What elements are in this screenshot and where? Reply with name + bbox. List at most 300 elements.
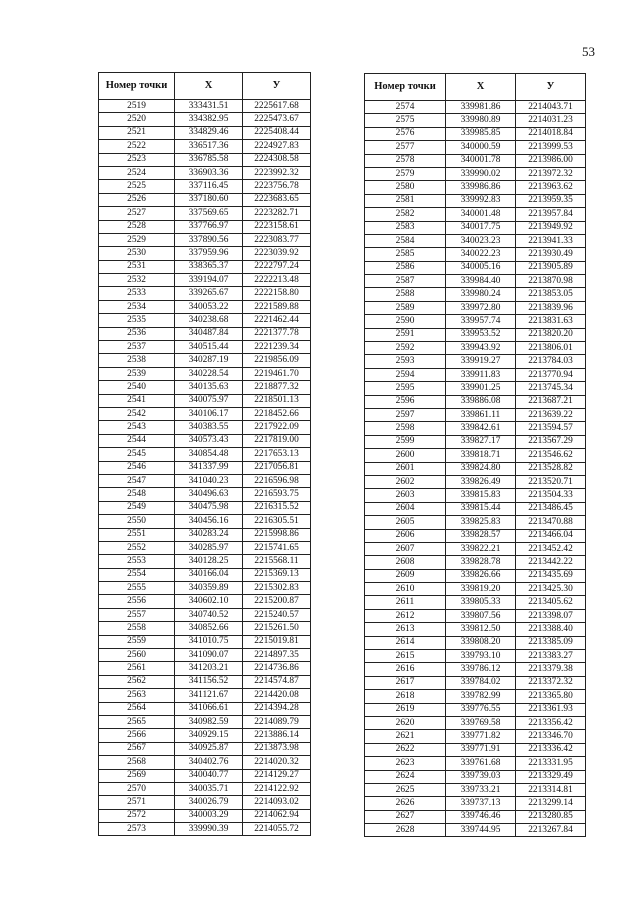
cell-y: 2214020.32	[243, 756, 311, 769]
cell-x: 340023.23	[446, 234, 516, 247]
cell-y: 2215019.81	[243, 635, 311, 648]
cell-x: 334382.95	[175, 113, 243, 126]
cell-x: 339825.83	[446, 516, 516, 529]
table-row	[99, 260, 311, 273]
cell-y: 2213853.05	[516, 288, 586, 301]
table-row	[365, 194, 586, 207]
table-row	[99, 193, 311, 206]
cell-x: 339943.92	[446, 342, 516, 355]
cell-y: 2217922.09	[243, 421, 311, 434]
table-row	[99, 729, 311, 742]
cell-x: 339901.25	[446, 382, 516, 395]
cell-y: 2214018.84	[516, 127, 586, 140]
cell-y: 2225473.67	[243, 113, 311, 126]
cell-point-number: 2612	[365, 609, 446, 622]
cell-point-number: 2619	[365, 703, 446, 716]
cell-y: 2215741.65	[243, 541, 311, 554]
cell-y: 2216315.52	[243, 501, 311, 514]
table-row	[365, 127, 586, 140]
cell-y: 2214574.87	[243, 675, 311, 688]
cell-y: 2213346.70	[516, 730, 586, 743]
cell-y: 2219856.09	[243, 354, 311, 367]
cell-y: 2221589.88	[243, 300, 311, 313]
cell-point-number: 2618	[365, 690, 446, 703]
cell-y: 2213280.85	[516, 810, 586, 823]
table-row	[365, 234, 586, 247]
cell-x: 341203.21	[175, 662, 243, 675]
cell-y: 2214897.35	[243, 649, 311, 662]
table-row	[99, 394, 311, 407]
cell-y: 2213314.81	[516, 783, 586, 796]
cell-x: 340929.15	[175, 729, 243, 742]
cell-point-number: 2549	[99, 501, 175, 514]
cell-y: 2213442.22	[516, 556, 586, 569]
table-row	[365, 770, 586, 783]
cell-x: 341156.52	[175, 675, 243, 688]
cell-y: 2213383.27	[516, 650, 586, 663]
cell-y: 2213486.45	[516, 502, 586, 515]
cell-x: 334829.46	[175, 126, 243, 139]
table-row	[99, 421, 311, 434]
cell-x: 339886.08	[446, 395, 516, 408]
cell-point-number: 2620	[365, 716, 446, 729]
cell-point-number: 2601	[365, 462, 446, 475]
cell-y: 2224308.58	[243, 153, 311, 166]
cell-x: 340135.63	[175, 381, 243, 394]
cell-x: 339812.50	[446, 623, 516, 636]
cell-y: 2213520.71	[516, 475, 586, 488]
table-row	[365, 181, 586, 194]
cell-y: 2214129.27	[243, 769, 311, 782]
header-point-number: Номер точки	[365, 74, 446, 101]
cell-x: 340001.78	[446, 154, 516, 167]
table-row	[99, 474, 311, 487]
cell-y: 2223756.78	[243, 180, 311, 193]
table-row	[99, 461, 311, 474]
cell-point-number: 2599	[365, 435, 446, 448]
cell-x: 339953.52	[446, 328, 516, 341]
cell-x: 339771.82	[446, 730, 516, 743]
cell-y: 2222213.48	[243, 274, 311, 287]
cell-x: 339782.99	[446, 690, 516, 703]
cell-y: 2225408.44	[243, 126, 311, 139]
table-row	[99, 782, 311, 795]
table-row	[365, 328, 586, 341]
table-row	[99, 595, 311, 608]
table-row	[365, 730, 586, 743]
cell-point-number: 2581	[365, 194, 446, 207]
cell-x: 339776.55	[446, 703, 516, 716]
cell-point-number: 2558	[99, 622, 175, 635]
cell-x: 340602.10	[175, 595, 243, 608]
table-row	[365, 261, 586, 274]
cell-y: 2213639.22	[516, 408, 586, 421]
table-row	[365, 516, 586, 529]
cell-y: 2213361.93	[516, 703, 586, 716]
cell-x: 339815.83	[446, 489, 516, 502]
table-row	[365, 141, 586, 154]
table-row	[365, 716, 586, 729]
cell-x: 339739.03	[446, 770, 516, 783]
table-row	[99, 541, 311, 554]
cell-point-number: 2574	[365, 101, 446, 114]
cell-x: 341010.75	[175, 635, 243, 648]
cell-y: 2219461.70	[243, 367, 311, 380]
cell-point-number: 2610	[365, 583, 446, 596]
table-row	[365, 408, 586, 421]
cell-x: 340740.52	[175, 608, 243, 621]
cell-x: 340040.77	[175, 769, 243, 782]
cell-point-number: 2576	[365, 127, 446, 140]
table-row	[365, 154, 586, 167]
cell-x: 340228.54	[175, 367, 243, 380]
cell-point-number: 2538	[99, 354, 175, 367]
table-row	[99, 582, 311, 595]
cell-point-number: 2583	[365, 221, 446, 234]
cell-x: 339761.68	[446, 757, 516, 770]
cell-point-number: 2598	[365, 422, 446, 435]
cell-point-number: 2611	[365, 596, 446, 609]
cell-point-number: 2527	[99, 207, 175, 220]
cell-point-number: 2531	[99, 260, 175, 273]
cell-y: 2215369.13	[243, 568, 311, 581]
header-point-number: Номер точки	[99, 73, 175, 100]
cell-point-number: 2567	[99, 742, 175, 755]
cell-point-number: 2568	[99, 756, 175, 769]
cell-y: 2213941.33	[516, 234, 586, 247]
cell-y: 2213831.63	[516, 315, 586, 328]
cell-point-number: 2559	[99, 635, 175, 648]
table-row	[99, 635, 311, 648]
cell-x: 341121.67	[175, 689, 243, 702]
table-header-row	[365, 74, 586, 101]
cell-x: 340166.04	[175, 568, 243, 581]
cell-y: 2213567.29	[516, 435, 586, 448]
cell-x: 339984.40	[446, 275, 516, 288]
cell-x: 340017.75	[446, 221, 516, 234]
cell-point-number: 2606	[365, 529, 446, 542]
cell-x: 340982.59	[175, 715, 243, 728]
cell-point-number: 2604	[365, 502, 446, 515]
cell-point-number: 2593	[365, 355, 446, 368]
cell-x: 340005.16	[446, 261, 516, 274]
cell-x: 339265.67	[175, 287, 243, 300]
table-row	[365, 703, 586, 716]
cell-y: 2213385.09	[516, 636, 586, 649]
table-row	[99, 381, 311, 394]
cell-point-number: 2597	[365, 408, 446, 421]
cell-point-number: 2570	[99, 782, 175, 795]
cell-point-number: 2624	[365, 770, 446, 783]
cell-y: 2222797.24	[243, 260, 311, 273]
table-row	[99, 287, 311, 300]
cell-x: 340402.76	[175, 756, 243, 769]
header-y: У	[243, 73, 311, 100]
coordinates-table-left	[98, 72, 311, 836]
cell-y: 2214093.02	[243, 796, 311, 809]
cell-x: 340383.55	[175, 421, 243, 434]
table-row	[99, 622, 311, 635]
cell-x: 339815.44	[446, 502, 516, 515]
cell-y: 2213770.94	[516, 368, 586, 381]
cell-y: 2215240.57	[243, 608, 311, 621]
cell-x: 339861.11	[446, 408, 516, 421]
cell-y: 2213957.84	[516, 208, 586, 221]
cell-point-number: 2548	[99, 488, 175, 501]
cell-x: 339911.83	[446, 368, 516, 381]
cell-y: 2218501.13	[243, 394, 311, 407]
table-row	[365, 395, 586, 408]
cell-y: 2213959.35	[516, 194, 586, 207]
table-row	[99, 434, 311, 447]
cell-point-number: 2520	[99, 113, 175, 126]
table-row	[99, 528, 311, 541]
cell-x: 339972.80	[446, 301, 516, 314]
cell-point-number: 2521	[99, 126, 175, 139]
cell-y: 2214031.23	[516, 114, 586, 127]
cell-x: 340283.24	[175, 528, 243, 541]
cell-x: 341090.07	[175, 649, 243, 662]
table-row	[99, 354, 311, 367]
cell-x: 339828.78	[446, 556, 516, 569]
cell-point-number: 2557	[99, 608, 175, 621]
cell-point-number: 2542	[99, 407, 175, 420]
cell-y: 2215998.86	[243, 528, 311, 541]
table-row	[99, 823, 311, 836]
table-row	[99, 100, 311, 113]
cell-y: 2213873.98	[243, 742, 311, 755]
cell-y: 2213999.53	[516, 141, 586, 154]
cell-x: 340053.22	[175, 300, 243, 313]
table-row	[365, 529, 586, 542]
cell-point-number: 2569	[99, 769, 175, 782]
cell-y: 2213905.89	[516, 261, 586, 274]
cell-point-number: 2553	[99, 555, 175, 568]
cell-x: 339990.39	[175, 823, 243, 836]
cell-y: 2213388.40	[516, 623, 586, 636]
table-row	[99, 769, 311, 782]
cell-x: 339771.91	[446, 743, 516, 756]
cell-point-number: 2580	[365, 181, 446, 194]
table-row	[365, 743, 586, 756]
cell-y: 2213839.96	[516, 301, 586, 314]
cell-x: 341040.23	[175, 474, 243, 487]
cell-point-number: 2565	[99, 715, 175, 728]
cell-point-number: 2603	[365, 489, 446, 502]
cell-y: 2214062.94	[243, 809, 311, 822]
cell-y: 2223992.32	[243, 166, 311, 179]
cell-x: 339842.61	[446, 422, 516, 435]
table-row	[365, 542, 586, 555]
table-row	[365, 248, 586, 261]
cell-x: 339786.12	[446, 663, 516, 676]
table-row	[365, 449, 586, 462]
cell-point-number: 2590	[365, 315, 446, 328]
table-row	[365, 556, 586, 569]
cell-point-number: 2550	[99, 515, 175, 528]
cell-y: 2214043.71	[516, 101, 586, 114]
cell-point-number: 2615	[365, 650, 446, 663]
cell-point-number: 2528	[99, 220, 175, 233]
cell-y: 2214420.08	[243, 689, 311, 702]
table-row	[99, 247, 311, 260]
cell-x: 339980.24	[446, 288, 516, 301]
cell-x: 340287.19	[175, 354, 243, 367]
table-row	[99, 515, 311, 528]
cell-y: 2213267.84	[516, 824, 586, 837]
cell-y: 2223083.77	[243, 233, 311, 246]
table-row	[365, 315, 586, 328]
cell-y: 2223158.61	[243, 220, 311, 233]
cell-y: 2221377.78	[243, 327, 311, 340]
cell-x: 337116.45	[175, 180, 243, 193]
cell-x: 337890.56	[175, 233, 243, 246]
table-row	[365, 783, 586, 796]
cell-point-number: 2587	[365, 275, 446, 288]
cell-x: 339824.80	[446, 462, 516, 475]
cell-point-number: 2625	[365, 783, 446, 796]
table-row	[99, 300, 311, 313]
table-row	[365, 623, 586, 636]
cell-x: 339737.13	[446, 797, 516, 810]
table-header-row	[99, 73, 311, 100]
cell-x: 341337.99	[175, 461, 243, 474]
table-row	[99, 702, 311, 715]
cell-x: 339827.17	[446, 435, 516, 448]
cell-point-number: 2614	[365, 636, 446, 649]
cell-point-number: 2595	[365, 382, 446, 395]
table-row	[99, 153, 311, 166]
table-row	[365, 382, 586, 395]
table-row	[99, 568, 311, 581]
table-row	[99, 207, 311, 220]
header-x: X	[446, 74, 516, 101]
cell-x: 339793.10	[446, 650, 516, 663]
table-row	[365, 569, 586, 582]
table-row	[365, 422, 586, 435]
cell-point-number: 2609	[365, 569, 446, 582]
cell-point-number: 2554	[99, 568, 175, 581]
cell-y: 2213594.57	[516, 422, 586, 435]
cell-point-number: 2571	[99, 796, 175, 809]
cell-point-number: 2526	[99, 193, 175, 206]
cell-y: 2213963.62	[516, 181, 586, 194]
cell-y: 2213372.32	[516, 676, 586, 689]
cell-y: 2222158.80	[243, 287, 311, 300]
cell-x: 340487.84	[175, 327, 243, 340]
cell-y: 2224927.83	[243, 140, 311, 153]
cell-y: 2216593.75	[243, 488, 311, 501]
cell-point-number: 2591	[365, 328, 446, 341]
cell-x: 339784.02	[446, 676, 516, 689]
cell-x: 339807.56	[446, 609, 516, 622]
table-row	[365, 757, 586, 770]
cell-x: 339818.71	[446, 449, 516, 462]
cell-x: 339957.74	[446, 315, 516, 328]
cell-point-number: 2596	[365, 395, 446, 408]
cell-x: 338365.37	[175, 260, 243, 273]
cell-y: 2213331.95	[516, 757, 586, 770]
cell-point-number: 2532	[99, 274, 175, 287]
cell-point-number: 2539	[99, 367, 175, 380]
table-row	[365, 342, 586, 355]
table-row	[99, 140, 311, 153]
cell-y: 2215200.87	[243, 595, 311, 608]
table-row	[99, 555, 311, 568]
cell-point-number: 2622	[365, 743, 446, 756]
table-row	[365, 690, 586, 703]
cell-x: 340456.16	[175, 515, 243, 528]
cell-point-number: 2627	[365, 810, 446, 823]
cell-point-number: 2552	[99, 541, 175, 554]
cell-x: 339826.66	[446, 569, 516, 582]
cell-point-number: 2592	[365, 342, 446, 355]
cell-point-number: 2589	[365, 301, 446, 314]
cell-point-number: 2564	[99, 702, 175, 715]
table-row	[99, 662, 311, 675]
cell-x: 340106.17	[175, 407, 243, 420]
table-row	[365, 301, 586, 314]
table-row	[365, 221, 586, 234]
table-row	[99, 608, 311, 621]
cell-point-number: 2529	[99, 233, 175, 246]
cell-x: 340925.87	[175, 742, 243, 755]
cell-y: 2213528.82	[516, 462, 586, 475]
table-row	[99, 742, 311, 755]
cell-y: 2213986.00	[516, 154, 586, 167]
cell-x: 339826.49	[446, 475, 516, 488]
table-row	[365, 475, 586, 488]
table-row	[99, 675, 311, 688]
cell-y: 2213504.33	[516, 489, 586, 502]
cell-point-number: 2573	[99, 823, 175, 836]
cell-x: 336517.36	[175, 140, 243, 153]
table-row	[365, 636, 586, 649]
table-row	[365, 101, 586, 114]
table-row	[365, 275, 586, 288]
cell-y: 2215302.83	[243, 582, 311, 595]
cell-y: 2218452.66	[243, 407, 311, 420]
cell-x: 339981.86	[446, 101, 516, 114]
table-row	[365, 810, 586, 823]
cell-x: 333431.51	[175, 100, 243, 113]
cell-x: 340854.48	[175, 448, 243, 461]
table-row	[99, 501, 311, 514]
cell-y: 2214736.86	[243, 662, 311, 675]
cell-y: 2213356.42	[516, 716, 586, 729]
cell-point-number: 2588	[365, 288, 446, 301]
cell-y: 2213365.80	[516, 690, 586, 703]
cell-y: 2213949.92	[516, 221, 586, 234]
cell-y: 2213972.32	[516, 167, 586, 180]
cell-y: 2223683.65	[243, 193, 311, 206]
cell-y: 2213806.01	[516, 342, 586, 355]
cell-x: 340496.63	[175, 488, 243, 501]
cell-point-number: 2623	[365, 757, 446, 770]
cell-point-number: 2584	[365, 234, 446, 247]
table-row	[365, 288, 586, 301]
cell-point-number: 2551	[99, 528, 175, 541]
coordinates-table-right	[364, 73, 586, 837]
cell-point-number: 2562	[99, 675, 175, 688]
table-row	[365, 583, 586, 596]
cell-x: 339746.46	[446, 810, 516, 823]
cell-point-number: 2602	[365, 475, 446, 488]
table-row	[99, 488, 311, 501]
cell-x: 340128.25	[175, 555, 243, 568]
cell-y: 2221462.44	[243, 314, 311, 327]
cell-y: 2213398.07	[516, 609, 586, 622]
